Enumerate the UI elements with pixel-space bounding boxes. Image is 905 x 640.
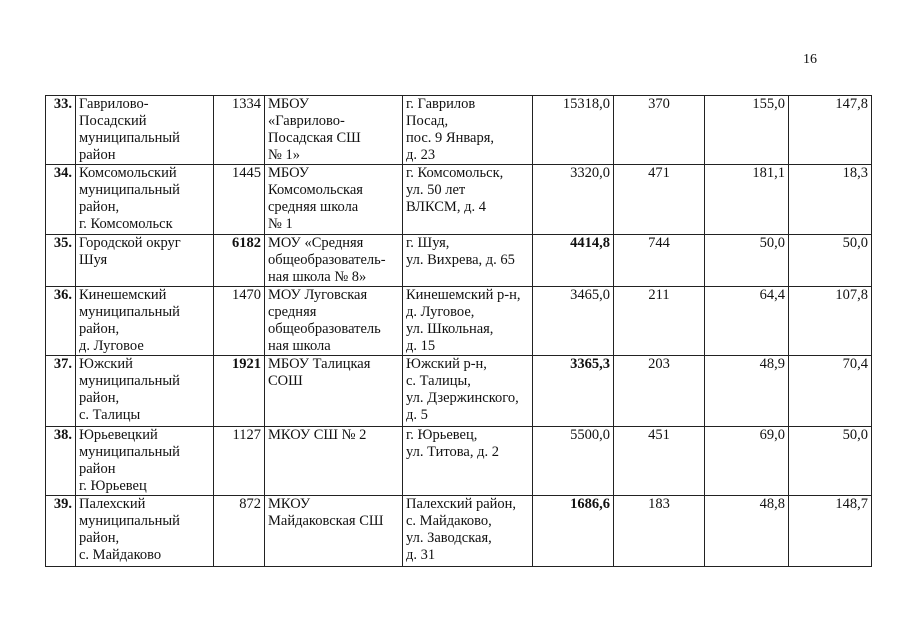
table-row: [46, 96, 872, 165]
value2-cell: 50,0: [789, 235, 872, 287]
value2-cell: 107,8: [789, 287, 872, 356]
code-cell: 1127: [214, 427, 265, 496]
code-cell: 1470: [214, 287, 265, 356]
row-number: 38.: [46, 427, 76, 496]
address-cell: Кинешемский р-н, д. Луговое, ул. Школьная, д. 15: [403, 287, 533, 356]
pupils-cell: 203: [614, 356, 705, 427]
table-row: [46, 165, 872, 235]
area-cell: 5500,0: [533, 427, 614, 496]
address-cell: г. Юрьевец, ул. Титова, д. 2: [403, 427, 533, 496]
pupils-cell: 183: [614, 496, 705, 567]
area-cell: 1686,6: [533, 496, 614, 567]
district-cell: Кинешемский муниципальный район, д. Луговое: [76, 287, 214, 356]
district-cell: Юрьевецкий муниципальный район г. Юрьевец: [76, 427, 214, 496]
district-cell: Комсомольский муниципальный район, г. Комсомольск: [76, 165, 214, 235]
address-cell: г. Шуя, ул. Вихрева, д. 65: [403, 235, 533, 287]
school-cell: МБОУ Талицкая СОШ: [265, 356, 403, 427]
school-cell: МБОУ «Гаврилово- Посадская СШ № 1»: [265, 96, 403, 165]
value2-cell: 147,8: [789, 96, 872, 165]
value1-cell: 50,0: [705, 235, 789, 287]
value2-cell: 18,3: [789, 165, 872, 235]
area-cell: 3365,3: [533, 356, 614, 427]
code-cell: 1921: [214, 356, 265, 427]
district-cell: Палехский муниципальный район, с. Майдаково: [76, 496, 214, 567]
school-cell: МОУ Луговская средняя общеобразователь ная школа: [265, 287, 403, 356]
pupils-cell: 471: [614, 165, 705, 235]
address-cell: Южский р-н, с. Талицы, ул. Дзержинского, д. 5: [403, 356, 533, 427]
code-cell: 6182: [214, 235, 265, 287]
value1-cell: 48,8: [705, 496, 789, 567]
value1-cell: 69,0: [705, 427, 789, 496]
row-number: 36.: [46, 287, 76, 356]
code-cell: 872: [214, 496, 265, 567]
code-cell: 1334: [214, 96, 265, 165]
row-number: 34.: [46, 165, 76, 235]
address-cell: г. Комсомольск, ул. 50 лет ВЛКСМ, д. 4: [403, 165, 533, 235]
table-row: [46, 287, 872, 356]
row-number: 37.: [46, 356, 76, 427]
value1-cell: 48,9: [705, 356, 789, 427]
value1-cell: 155,0: [705, 96, 789, 165]
area-cell: 15318,0: [533, 96, 614, 165]
school-cell: МОУ «Средняя общеобразователь- ная школа № 8»: [265, 235, 403, 287]
pupils-cell: 744: [614, 235, 705, 287]
pupils-cell: 370: [614, 96, 705, 165]
code-cell: 1445: [214, 165, 265, 235]
area-cell: 3320,0: [533, 165, 614, 235]
value2-cell: 50,0: [789, 427, 872, 496]
school-cell: МКОУ СШ № 2: [265, 427, 403, 496]
row-number: 35.: [46, 235, 76, 287]
area-cell: 3465,0: [533, 287, 614, 356]
school-cell: МКОУ Майдаковская СШ: [265, 496, 403, 567]
table-row: [46, 235, 872, 287]
value2-cell: 148,7: [789, 496, 872, 567]
district-cell: Южский муниципальный район, с. Талицы: [76, 356, 214, 427]
table-row: [46, 427, 872, 496]
area-cell: 4414,8: [533, 235, 614, 287]
row-number: 39.: [46, 496, 76, 567]
value1-cell: 181,1: [705, 165, 789, 235]
address-cell: Палехский район, с. Майдаково, ул. Заводская, д. 31: [403, 496, 533, 567]
row-number: 33.: [46, 96, 76, 165]
district-cell: Городской округ Шуя: [76, 235, 214, 287]
pupils-cell: 451: [614, 427, 705, 496]
schools-table: [45, 95, 872, 567]
value1-cell: 64,4: [705, 287, 789, 356]
page-number: 16: [803, 52, 817, 67]
address-cell: г. Гаврилов Посад, пос. 9 Января, д. 23: [403, 96, 533, 165]
district-cell: Гаврилово- Посадский муниципальный район: [76, 96, 214, 165]
table-row: [46, 496, 872, 567]
value2-cell: 70,4: [789, 356, 872, 427]
school-cell: МБОУ Комсомольская средняя школа № 1: [265, 165, 403, 235]
table-row: [46, 356, 872, 427]
pupils-cell: 211: [614, 287, 705, 356]
